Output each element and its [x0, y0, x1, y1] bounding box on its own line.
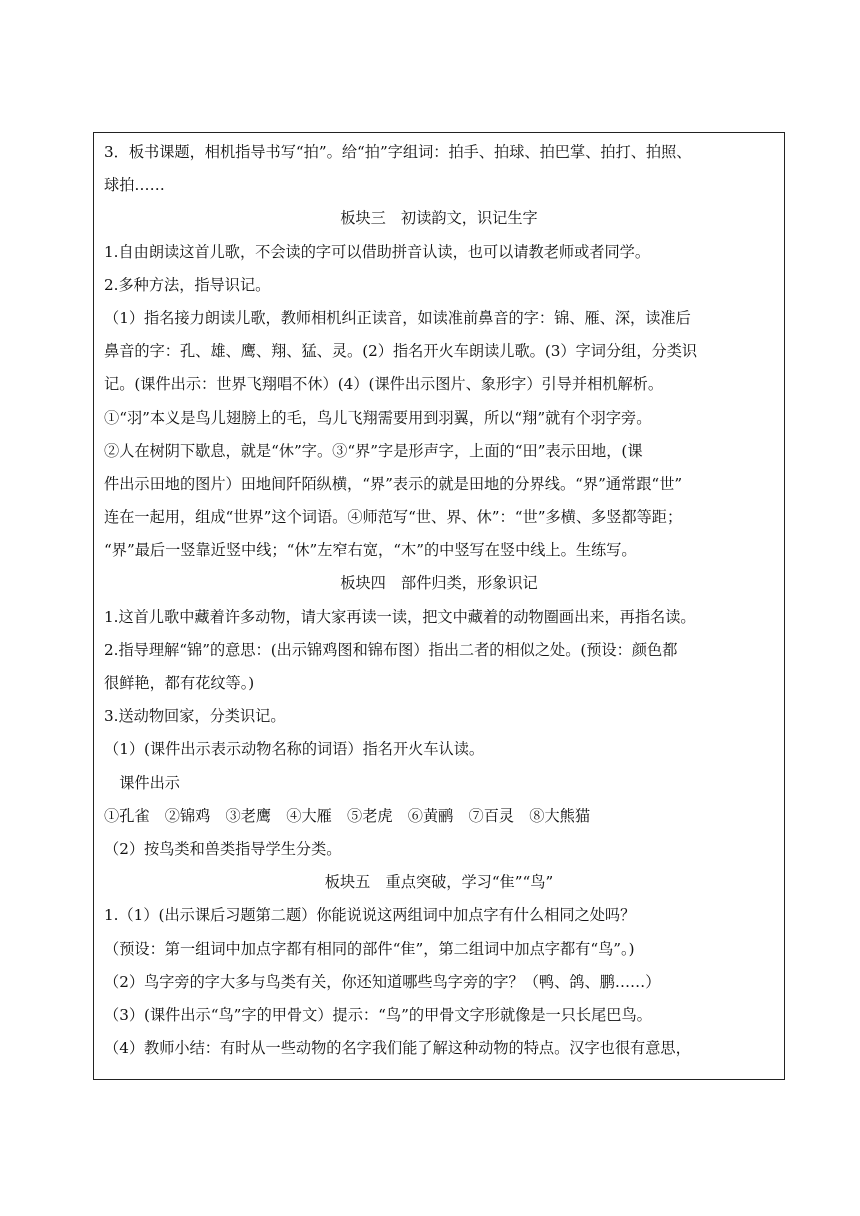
step-3-line-2: 球拍…… — [104, 176, 165, 195]
section-heading-4: 板块四 部件归类，形象识记 — [340, 574, 538, 593]
paragraph-line: 1.这首儿歌中藏着许多动物，请大家再读一读，把文中藏着的动物圈画出来，再指名读。 — [104, 607, 696, 626]
paragraph-line: 2.指导理解“锦”的意思：(出示锦鸡图和锦布图）指出二者的相似之处。(预设：颜色都 — [104, 640, 678, 659]
paragraph-line: 连在一起用，组成“世界”这个词语。④师范写“世、界、休”：“世”多横、多竖都等距； — [104, 508, 683, 527]
paragraph-line: （2）按鸟类和兽类指导学生分类。 — [104, 839, 342, 858]
paragraph-line: （预设：第一组词中加点字都有相同的部件“隹”，第二组词中加点字都有“鸟”。) — [104, 939, 635, 958]
paragraph-line: 3.送动物回家，分类识记。 — [104, 707, 286, 726]
step-3-line-1: 3．板书课题，相机指导书写“拍”。给“拍”字组词：拍手、拍球、拍巴掌、拍打、拍照、 — [104, 143, 692, 161]
paragraph-line: ①“羽”本义是鸟儿翅膀上的毛，鸟儿飞翔需要用到羽翼，所以“翔”就有个羽字旁。 — [104, 408, 652, 427]
paragraph-line: ②人在树阴下歇息，就是“休”字。③“界”字是形声字，上面的“田”表示田地，(课 — [104, 441, 643, 460]
paragraph-line: （1）(课件出示表示动物名称的词语）指名开火车认读。 — [104, 740, 485, 759]
animal-word-list: ①孔雀 ②锦鸡 ③老鹰 ④大雁 ⑤老虎 ⑥黄鹂 ⑦百灵 ⑧大熊猫 — [104, 806, 590, 825]
paragraph-line: （2）鸟字旁的字大多与鸟类有关，你还知道哪些鸟字旁的字？（鸭、鸽、鹏……） — [104, 972, 661, 991]
paragraph-line: 很鲜艳，都有花纹等。) — [104, 674, 255, 692]
lesson-plan-box — [93, 132, 785, 1080]
paragraph-line: （4）教师小结：有时从一些动物的名字我们能了解这种动物的特点。汉字也很有意思， — [104, 1039, 691, 1058]
paragraph-line: 记。(课件出示：世界飞翔唱不休）(4）(课件出示图片、象形字）引导并相机解析。 — [104, 375, 664, 394]
section-heading-5: 板块五 重点突破，学习“隹”“鸟” — [324, 873, 554, 892]
paragraph-line: 2.多种方法，指导识记。 — [104, 275, 271, 294]
courseware-label: 课件出示 — [104, 773, 180, 792]
paragraph-line: 1.自由朗读这首儿歌，不会读的字可以借助拼音认读，也可以请教老师或者同学。 — [104, 242, 651, 261]
paragraph-line: 1.（1）(出示课后习题第二题）你能说说这两组词中加点字有什么相同之处吗？ — [104, 906, 636, 925]
paragraph-line: “界”最后一竖靠近竖中线；“休”左窄右宽，“木”的中竖写在竖中线上。生练写。 — [104, 541, 637, 560]
section-heading-3: 板块三 初读韵文，识记生字 — [340, 209, 538, 228]
paragraph-line: （1）指名接力朗读儿歌，教师相机纠正读音，如读准前鼻音的字：锦、雁、深，读准后 — [104, 308, 691, 327]
paragraph-line: 件出示田地的图片）田地间阡陌纵横，“界”表示的就是田地的分界线。“界”通常跟“世” — [104, 474, 683, 493]
paragraph-line: 鼻音的字：孔、雄、鹰、翔、猛、灵。(2）指名开火车朗读儿歌。(3）字词分组，分类识 — [104, 342, 698, 361]
paragraph-line: （3）(课件出示“鸟”字的甲骨文）提示：“鸟”的甲骨文字形就像是一只长尾巴鸟。 — [104, 1005, 652, 1024]
